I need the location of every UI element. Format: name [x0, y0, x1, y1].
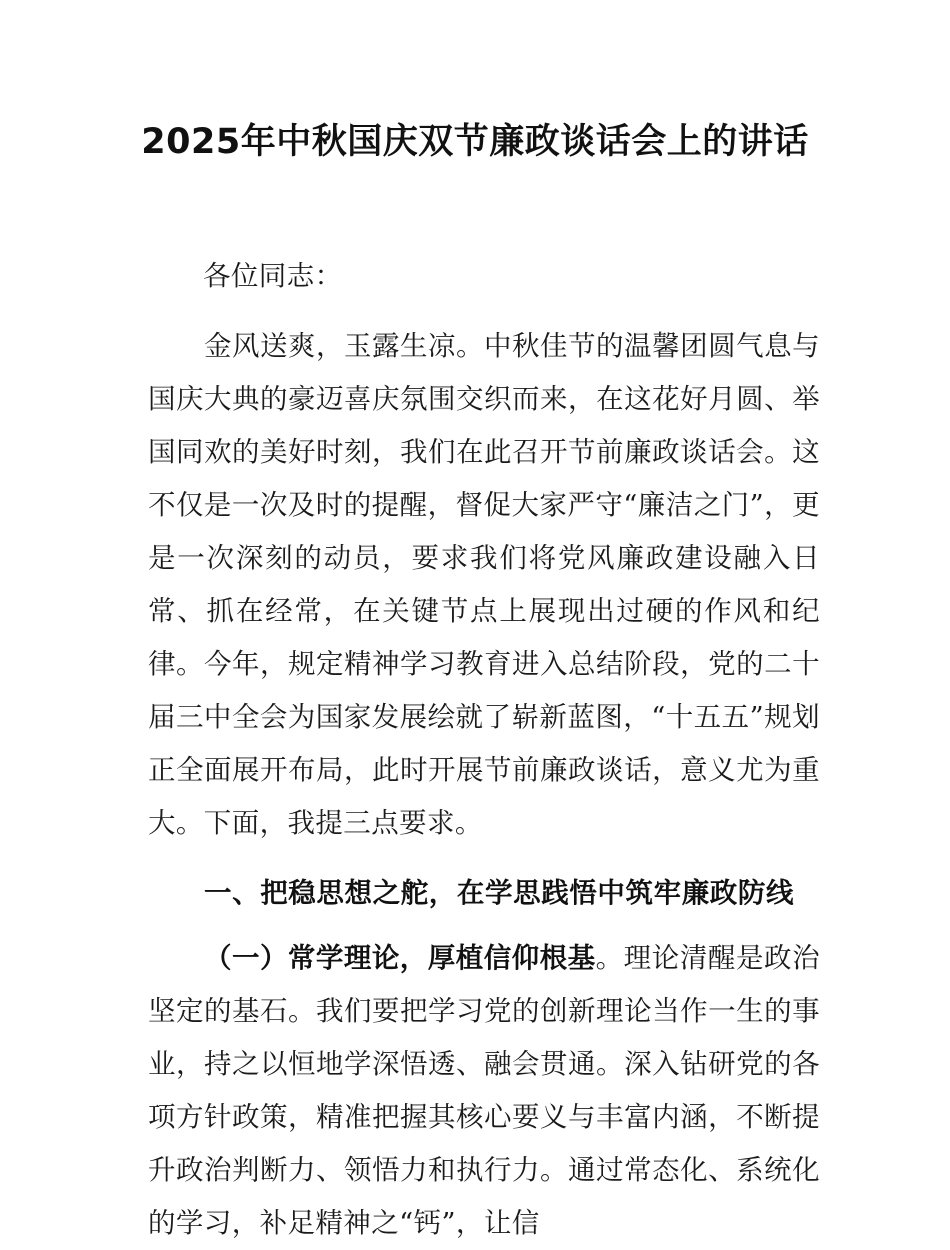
subsection-1-1-paragraph	[148, 932, 820, 1250]
section-heading-1: 一、把稳思想之舵，在学思践悟中筑牢廉政防线	[204, 877, 795, 909]
salutation-line: 各位同志：	[203, 260, 343, 292]
document-body	[148, 250, 820, 1250]
document-title: 2025年中秋国庆双节廉政谈话会上的讲话	[141, 122, 809, 162]
opening-paragraph: 金风送爽，玉露生凉。中秋佳节的温馨团圆气息与国庆大典的豪迈喜庆氛围交织而来，在这花好月圆、举国同欢的美好时刻，我们在此召开节前廉政谈话会。这不仅是一次及时的提醒，督促大家严守“廉洁之门”，更是一次深刻的动员，要求我们将党风廉政建设融入日常、抓在经常，在关键节点上展现出过硬的作风和纪律。今年，规定精神学习教育进入总结阶段，党的二十届三中全会为国家发展绘就了崭新蓝图，“十五五”规划正全面展开布局，此时开展节前廉政谈话，意义尤为重大。下面，我提三点要求。	[148, 330, 820, 839]
subsection-1-1-lead: （一）常学理论，厚植信仰根基	[204, 942, 596, 974]
subsection-1-1-body: 。理论清醒是政治坚定的基石。我们要把学习党的创新理论当作一生的事业，持之以恒地学深悟透、融会贯通。深入钻研党的各项方针政策，精准把握其核心要义与丰富内涵，不断提升政治判断力、领悟力和执行力。通过常态化、系统化的学习，补足精神之“钙”，让信	[148, 942, 821, 1239]
